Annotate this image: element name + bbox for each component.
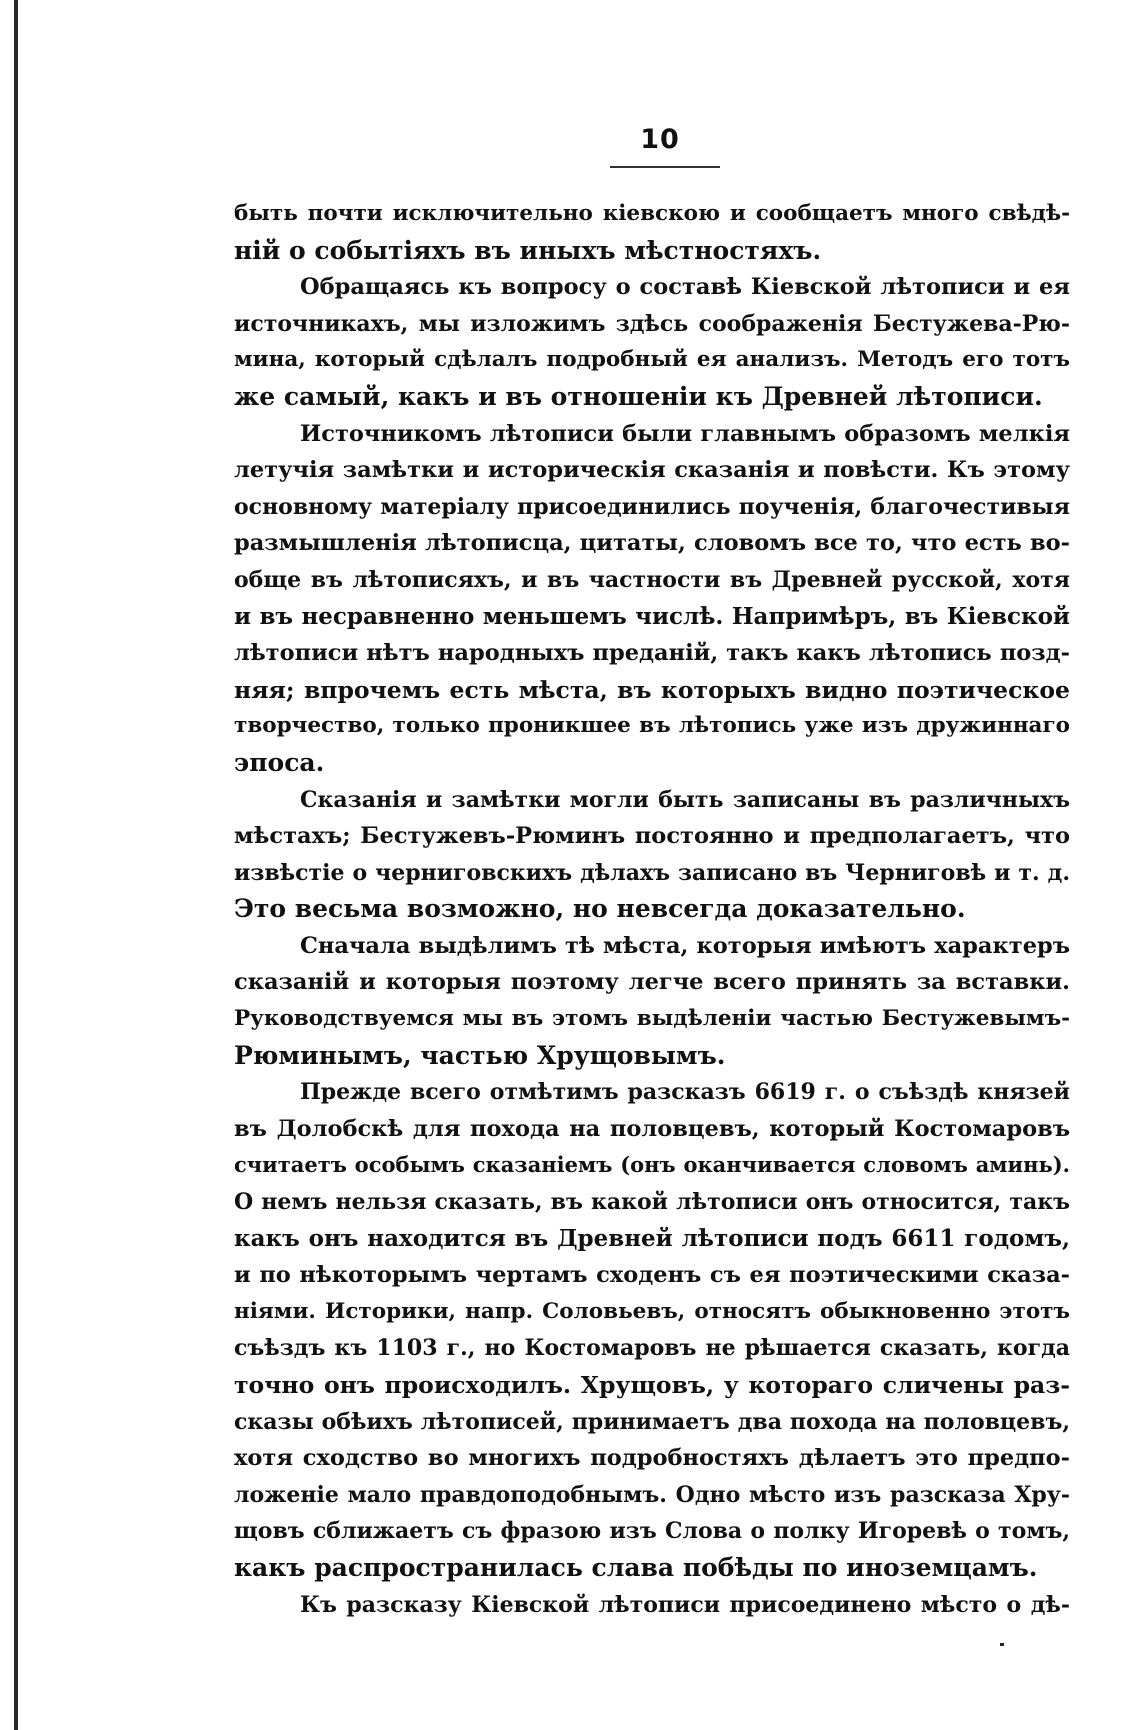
text-line: творчество, только проникшее въ лѣтопись уже изъ дружиннаго (234, 713, 1070, 739)
text-line: и по нѣкоторымъ чертамъ сходенъ съ ея поэтическими сказа- (234, 1262, 1070, 1289)
text-line: источникахъ, мы изложимъ здѣсь соображенія Бестужева-Рю- (234, 310, 1070, 337)
text-line: какъ онъ находится въ Древней лѣтописи подъ 6611 годомъ, (234, 1224, 1070, 1252)
text-line: обще въ лѣтописяхъ, и въ частности въ Древней русской, хотя (234, 566, 1070, 593)
page-number: 10 (640, 124, 680, 155)
scan-speck (1000, 1643, 1004, 1646)
text-line: няя; впрочемъ есть мѣста, въ которыхъ видно поэтическое (234, 675, 1070, 704)
text-line: Обращаясь къ вопросу о составѣ Кіевской лѣтописи и ея (300, 274, 1070, 301)
text-line: Сначала выдѣлимъ тѣ мѣста, которыя имѣютъ характеръ (300, 932, 1070, 959)
text-line: сказаній и которыя поэтому легче всего принять за вставки. (234, 969, 1070, 996)
text-line: съѣздъ къ 1103 г., но Костомаровъ не рѣшается сказать, когда (234, 1335, 1070, 1362)
text-line: ній о событіяхъ въ иныхъ мѣстностяхъ. (234, 235, 822, 265)
text-line: извѣстіе о черниговскихъ дѣлахъ записано въ Черниговѣ и т. д. (234, 859, 1070, 886)
text-line: сказы обѣихъ лѣтописей, принимаетъ два похода на половцевъ, (234, 1408, 1070, 1435)
text-line: мина, который сдѣлалъ подробный ея анализъ. Методъ его тотъ (234, 347, 1070, 373)
text-line: ложеніе мало правдоподобнымъ. Одно мѣсто изъ разсказа Хру- (234, 1481, 1070, 1508)
text-line: щовъ сближаетъ съ фразою изъ Слова о полку Игоревѣ о томъ, (234, 1518, 1070, 1545)
text-line: Рюминымъ, частью Хрущовымъ. (234, 1040, 726, 1070)
text-line: летучія замѣтки и историческія сказанія и повѣсти. Къ этому (234, 457, 1070, 484)
text-line: лѣтописи нѣтъ народныхъ преданій, такъ какъ лѣтопись позд- (234, 640, 1070, 667)
text-line: ніями. Историки, напр. Соловьевъ, относятъ обыкновенно этотъ (234, 1298, 1070, 1324)
text-line: Сказанія и замѣтки могли быть записаны въ различныхъ (300, 786, 1070, 813)
scan-edge-rule (14, 0, 18, 1730)
body-text (234, 196, 1070, 1623)
text-line: мѣстахъ; Бестужевъ-Рюминъ постоянно и предполагаетъ, что (234, 823, 1070, 850)
text-line: быть почти исключительно кіевскою и сообщаетъ много свѣдѣ- (234, 201, 1070, 226)
text-line: основному матеріалу присоединились поученія, благочестивыя (234, 493, 1070, 520)
text-line: Къ разсказу Кіевской лѣтописи присоединено мѣсто о дѣ- (300, 1591, 1070, 1618)
text-line: О немъ нельзя сказать, въ какой лѣтописи онъ относится, такъ (234, 1189, 1070, 1216)
text-line: считаетъ особымъ сказаніемъ (онъ оканчивается словомъ аминь). (234, 1152, 1070, 1178)
text-line: точно онъ происходилъ. Хрущовъ, у котораго сличены раз- (234, 1371, 1070, 1399)
text-line: какъ распространилась слава побѣды по иноземцамъ. (234, 1552, 1038, 1582)
text-line: же самый, какъ и въ отношеніи къ Древней лѣтописи. (234, 381, 1043, 411)
page-number-rule (610, 166, 720, 168)
text-line: Прежде всего отмѣтимъ разсказъ 6619 г. о съѣздѣ князей (300, 1079, 1070, 1106)
text-line: и въ несравненно меньшемъ числѣ. Напримѣръ, въ Кіевской (234, 602, 1070, 630)
text-line: въ Долобскѣ для похода на половцевъ, который Костомаровъ (234, 1115, 1070, 1142)
text-line: хотя сходство во многихъ подробностяхъ дѣлаетъ это предпо- (234, 1445, 1070, 1472)
text-line: Источникомъ лѣтописи были главнымъ образомъ мелкія (300, 420, 1070, 447)
text-line: Руководствуемся мы въ этомъ выдѣленіи частью Бестужевымъ- (234, 1006, 1070, 1032)
text-line: размышленія лѣтописца, цитаты, словомъ все то, что есть во- (234, 530, 1070, 557)
text-line: эпоса. (234, 747, 325, 777)
text-line: Это весьма возможно, но невсегда доказательно. (234, 894, 966, 924)
